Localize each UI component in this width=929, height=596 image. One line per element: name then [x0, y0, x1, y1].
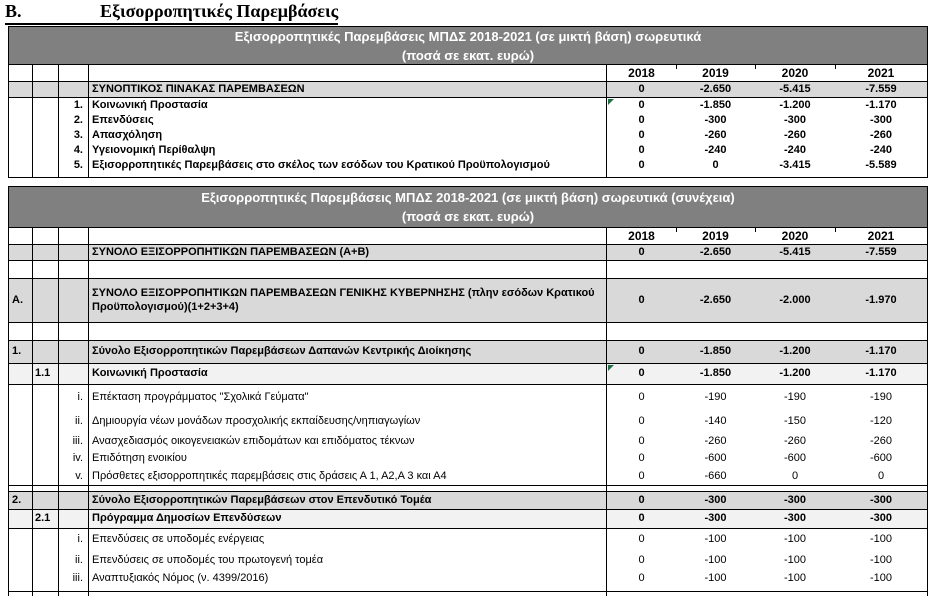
value-2021: -240 — [869, 143, 893, 156]
value-2019: -1.850 — [699, 367, 732, 380]
value-2020: 0 — [791, 469, 799, 482]
value-2018: 0 — [638, 493, 645, 506]
year-2019-header: 2019 — [676, 65, 755, 81]
value-2020: -5.415 — [779, 245, 811, 258]
value-2018: 0 — [638, 512, 645, 525]
value-2020: -100 — [783, 553, 807, 566]
year-header-row — [9, 65, 927, 82]
row-label: ΣΥΝΟΛΟ ΕΞΙΣΟΡΡΟΠΗΤΙΚΩΝ ΠΑΡΕΜΒΑΣΕΩΝ ΓΕΝΙΚΗΣ ΚΥΒΕΡΝΗΣΗΣ (πλην εσόδων Κρατικού Προϋπολογισμού)(1+2+3+4) — [89, 279, 607, 322]
value-2018: 0 — [638, 553, 645, 566]
value-2019: -260 — [704, 434, 727, 447]
row-index: iii. — [59, 433, 89, 450]
row-rent-subsidy — [9, 450, 927, 468]
value-2019: -2.650 — [699, 82, 732, 95]
cell-error-indicator-icon — [608, 365, 614, 371]
row-index: i. — [59, 385, 89, 410]
value-2018: 0 — [638, 414, 645, 427]
value-2019: -100 — [704, 533, 727, 546]
value-2019: -300 — [704, 493, 727, 506]
row-label: Σύνολο Εξισορροπητικών Παρεμβάσεων Δαπανών Κεντρικής Διοίκησης — [89, 341, 607, 363]
value-2020: -100 — [783, 533, 807, 546]
row-index: ii. — [59, 410, 89, 433]
year-2018-header: 2018 — [628, 65, 655, 80]
value-2018: 0 — [638, 245, 645, 258]
row-label: Πρόγραμμα Δημοσίων Επενδύσεων — [89, 510, 607, 528]
value-2020: -600 — [783, 452, 807, 465]
value-2018: 0 — [638, 367, 645, 380]
table-title-band — [9, 187, 927, 228]
value-2018: 0 — [638, 452, 645, 465]
year-2021-header: 2021 — [835, 228, 927, 244]
page-title-text: Εξισορροπητικές Παρεμβάσεις — [100, 1, 339, 21]
value-2021: -1.170 — [865, 345, 897, 358]
value-2018: 0 — [638, 98, 645, 111]
continued-table — [8, 186, 928, 592]
value-2019: -1.850 — [699, 345, 732, 358]
row-label: Κοινωνική Προστασία — [89, 364, 607, 384]
spacer-row — [9, 587, 927, 591]
year-2020-header: 2020 — [755, 65, 835, 81]
value-2020: -1.200 — [779, 345, 811, 358]
value-2020: -300 — [783, 512, 807, 525]
spacer-row — [9, 173, 927, 177]
value-2018: 0 — [638, 345, 645, 358]
value-2020: -260 — [783, 128, 807, 141]
value-2021: -1.970 — [865, 293, 897, 306]
row-healthcare — [9, 143, 927, 158]
value-2019: -300 — [704, 512, 727, 525]
row-index: iv. — [59, 450, 89, 468]
row-label: Επενδύσεις σε υποδομές ενέργειας — [89, 529, 607, 551]
page-title-underline — [5, 1, 338, 25]
spacer-row — [9, 261, 927, 279]
row-label: Επιδότηση ενοικίου — [89, 450, 607, 468]
row-family-benefits — [9, 433, 927, 450]
row-index: 2. — [9, 492, 33, 509]
row-investments — [9, 113, 927, 128]
year-2019-header: 2019 — [676, 228, 755, 244]
row-development-law — [9, 570, 927, 587]
value-2021: -1.170 — [865, 98, 897, 111]
row-energy-infrastructure — [9, 529, 927, 551]
value-2019: -1.850 — [699, 98, 732, 111]
value-2020: -3.415 — [779, 158, 811, 171]
value-2018: 0 — [638, 128, 645, 141]
value-2021: -260 — [869, 434, 893, 447]
table-title: Εξισορροπητικές Παρεμβάσεις ΜΠΔΣ 2018-2021 (σε μικτή βάση) σωρευτικά — [234, 28, 702, 44]
row-label: Υγειονομική Περίθαλψη — [89, 143, 607, 158]
value-2019: 0 — [712, 158, 719, 171]
value-2020: -300 — [783, 113, 807, 126]
row-label: Ανασχεδιασμός οικογενειακών επιδομάτων και επιδόματος τέκνων — [89, 433, 607, 450]
spacer-row — [9, 323, 927, 341]
row-index: 2.1 — [33, 510, 59, 528]
table-subtitle: (ποσά σε εκατ. ευρώ) — [401, 209, 535, 224]
cut-off-row — [8, 592, 928, 596]
year-2020-header: 2020 — [755, 228, 835, 244]
row-index: 1. — [59, 98, 89, 113]
row-index: 1. — [9, 341, 33, 363]
value-2020: -100 — [783, 571, 807, 584]
value-2021: -300 — [869, 493, 893, 506]
value-2021: -300 — [869, 113, 893, 126]
row-social-protection-detail — [9, 364, 927, 385]
cell-error-indicator-icon — [608, 99, 614, 105]
row-general-government-total — [9, 279, 927, 323]
value-2018: 0 — [638, 390, 645, 403]
row-label: Επενδύσεις — [89, 113, 607, 128]
value-2021: -7.559 — [865, 82, 897, 95]
row-label: Κοινωνική Προστασία — [89, 98, 607, 113]
value-2021: -100 — [869, 571, 893, 584]
value-2019: -240 — [704, 143, 727, 156]
value-2019: -140 — [704, 414, 727, 427]
value-2019: -190 — [704, 390, 727, 403]
row-social-protection — [9, 98, 927, 113]
row-index: ii. — [59, 551, 89, 570]
value-2019: -100 — [704, 571, 727, 584]
row-public-investment-program — [9, 510, 927, 529]
year-2021-header: 2021 — [835, 65, 927, 81]
table-title: Εξισορροπητικές Παρεμβάσεις ΜΠΔΣ 2018-2021 (σε μικτή βάση) σωρευτικά (συνέχεια) — [201, 190, 735, 205]
value-2020: -150 — [783, 414, 807, 427]
row-grand-total — [9, 245, 927, 261]
value-2020: -5.415 — [779, 82, 811, 95]
row-index: 2. — [59, 113, 89, 128]
row-index: 5. — [59, 158, 89, 173]
row-label: Εξισορροπητικές Παρεμβάσεις στο σκέλος των εσόδων του Κρατικού Προϋπολογισμού — [89, 158, 607, 173]
year-2018-header: 2018 — [628, 228, 655, 243]
value-2021: -120 — [869, 414, 893, 427]
value-2021: -190 — [869, 390, 893, 403]
value-2018: 0 — [638, 158, 645, 171]
row-label: ΣΥΝΟΛΟ ΕΞΙΣΟΡΡΟΠΗΤΙΚΩΝ ΠΑΡΕΜΒΑΣΕΩΝ (Α+Β) — [89, 245, 607, 260]
value-2020: -240 — [783, 143, 807, 156]
value-2021: -100 — [869, 553, 893, 566]
value-2021: -100 — [869, 533, 893, 546]
value-2019: -660 — [704, 469, 727, 482]
row-synoptikos — [9, 82, 927, 98]
row-state-budget-revenue — [9, 158, 927, 173]
row-index: Α. — [9, 279, 33, 322]
value-2018: 0 — [638, 571, 645, 584]
row-label: Πρόσθετες εξισορροπητικές παρεμβάσεις στις δράσεις Α 1, Α2,Α 3 και Α4 — [89, 468, 607, 485]
value-2018: 0 — [638, 293, 645, 306]
value-2019: -2.650 — [699, 245, 732, 258]
value-2018: 0 — [638, 533, 645, 546]
value-2021: -1.170 — [865, 367, 897, 380]
value-2020: -1.200 — [779, 367, 811, 380]
table-subtitle: (ποσά σε εκατ. ευρώ) — [401, 47, 535, 63]
page-title-index: Β. — [5, 1, 22, 21]
row-label: Σύνολο Εξισορροπητικών Παρεμβάσεων στον Επενδυτικό Τομέα — [89, 492, 607, 509]
value-2020: -300 — [783, 493, 807, 506]
row-label: Επενδύσεις σε υποδομές του πρωτογενή τομέα — [89, 551, 607, 570]
row-label: Επέκταση προγράμματος "Σχολικά Γεύματα" — [89, 385, 607, 410]
value-2021: -7.559 — [865, 245, 897, 258]
row-label: ΣΥΝΟΠΤΙΚΟΣ ΠΙΝΑΚΑΣ ΠΑΡΕΜΒΑΣΕΩΝ — [89, 82, 607, 97]
value-2018: 0 — [638, 434, 645, 447]
summary-table — [8, 26, 928, 178]
value-2020: -260 — [783, 434, 807, 447]
row-investment-sector-total — [9, 492, 927, 510]
value-2020: -2.000 — [779, 293, 811, 306]
value-2019: -300 — [704, 113, 727, 126]
row-index: iii. — [59, 570, 89, 587]
row-label: Αναπτυξιακός Νόμος (ν. 4399/2016) — [89, 570, 607, 587]
table-title-band — [9, 27, 927, 65]
value-2021: -5.589 — [865, 158, 897, 171]
value-2018: 0 — [638, 82, 645, 95]
value-2019: -260 — [704, 128, 727, 141]
value-2018: 0 — [638, 469, 645, 482]
row-index: 4. — [59, 143, 89, 158]
row-central-admin-total — [9, 341, 927, 364]
row-school-meals — [9, 385, 927, 410]
value-2019: -100 — [704, 553, 727, 566]
row-index: 1.1 — [33, 364, 59, 384]
row-primary-sector-infrastructure — [9, 551, 927, 570]
value-2021: -260 — [869, 128, 893, 141]
value-2018: 0 — [638, 143, 645, 156]
value-2021: 0 — [877, 469, 885, 482]
value-2018: 0 — [638, 113, 645, 126]
row-label: Απασχόληση — [89, 128, 607, 143]
row-index: v. — [59, 468, 89, 485]
value-2021: -300 — [869, 512, 893, 525]
row-preschool-units — [9, 410, 927, 433]
value-2020: -190 — [783, 390, 807, 403]
row-index: 3. — [59, 128, 89, 143]
value-2020: -1.200 — [779, 98, 811, 111]
row-employment — [9, 128, 927, 143]
value-2019: -2.650 — [699, 293, 732, 306]
row-label: Δημιουργία νέων μονάδων προσχολικής εκπαίδευσης/νηπιαγωγίων — [89, 410, 607, 433]
year-header-row — [9, 228, 927, 245]
row-index: i. — [59, 529, 89, 551]
page-title — [0, 0, 929, 26]
row-additional-interventions — [9, 468, 927, 486]
value-2019: -600 — [704, 452, 727, 465]
value-2021: -600 — [869, 452, 893, 465]
